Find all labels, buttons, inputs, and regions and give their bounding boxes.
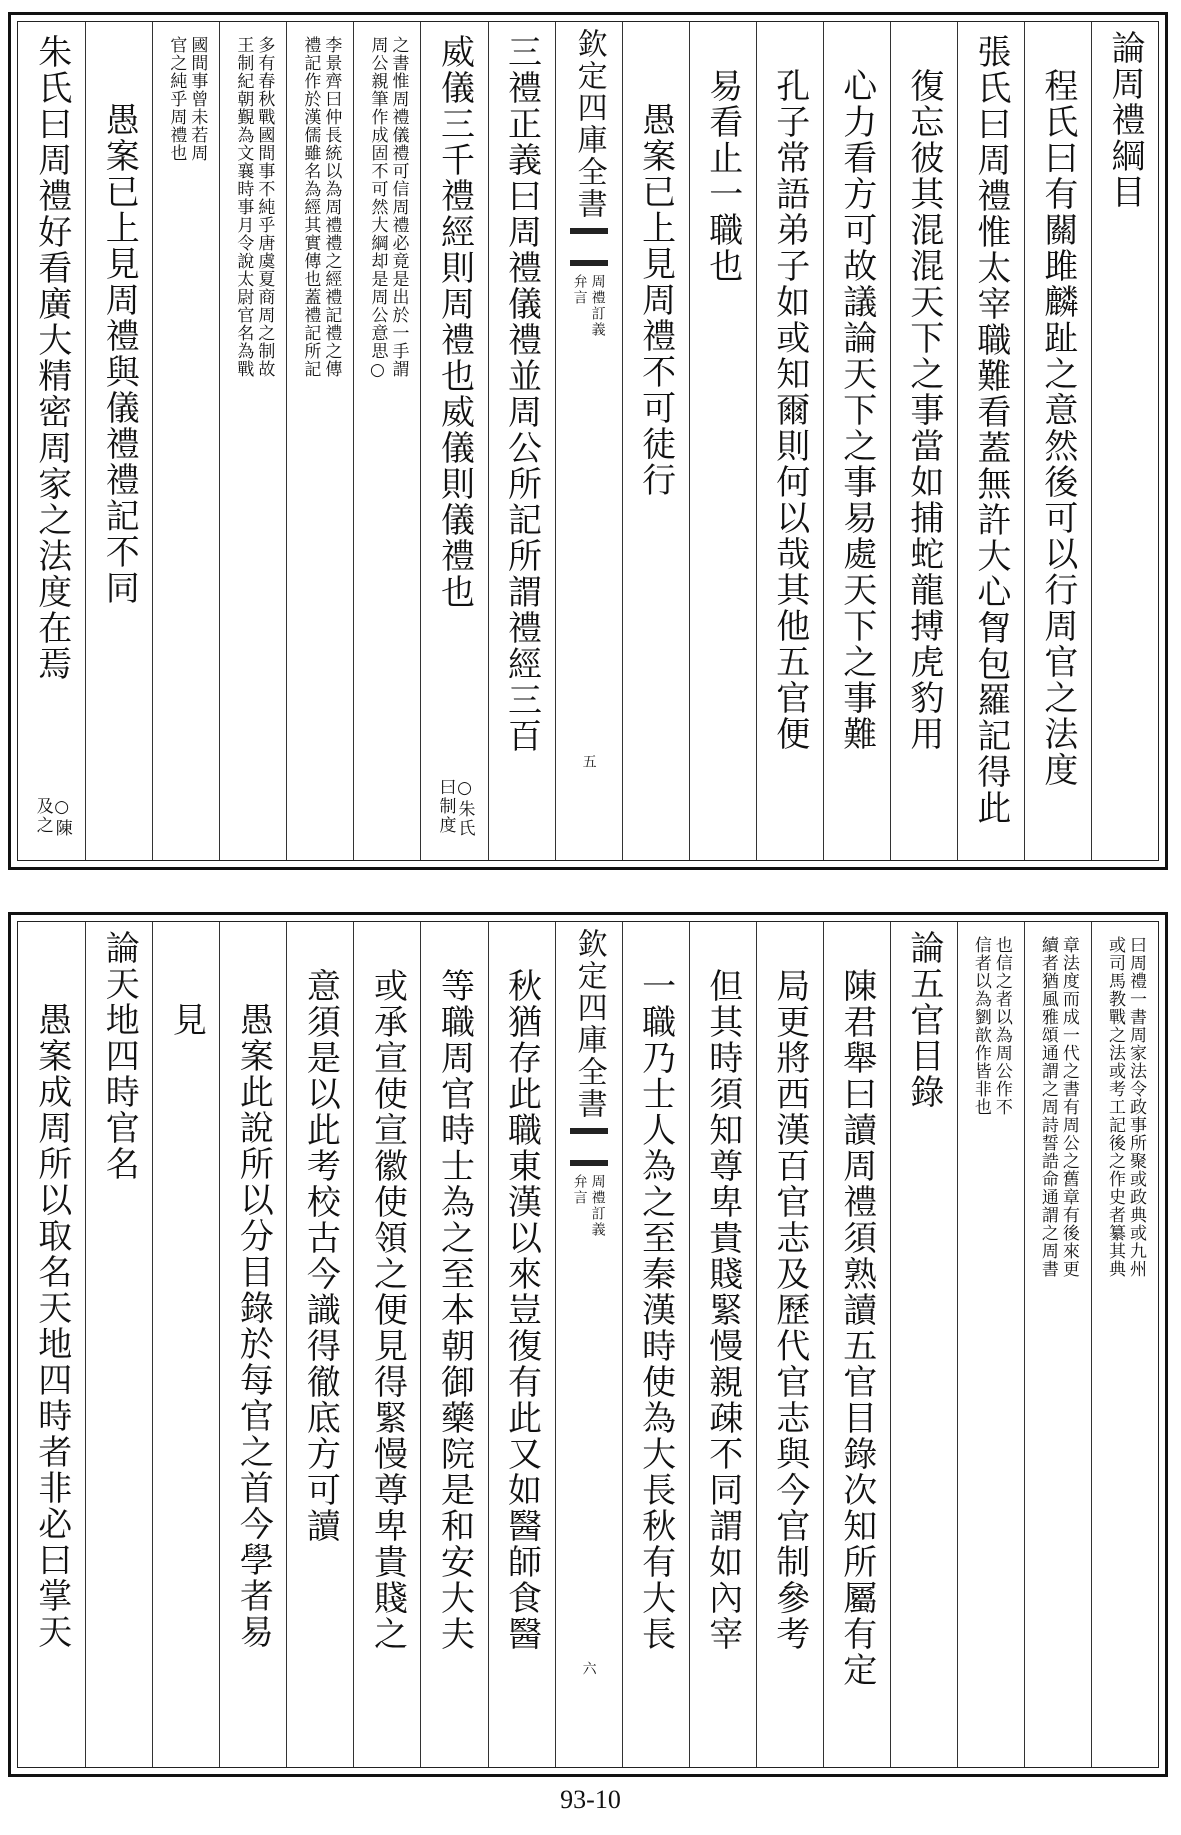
commentary-line: 多有春秋戰國間事不純乎唐虞夏商周之制故 [254, 36, 275, 378]
text-column [823, 22, 890, 860]
page-number: 93-10 [560, 1785, 621, 1814]
body-line: 威儀三千禮經則周禮也威儀則儀禮也 [434, 34, 475, 610]
text-column [420, 22, 487, 860]
text-column [420, 922, 487, 1767]
body-line: 愚案成周所以取名天地四時者非必曰掌天 [31, 1002, 72, 1650]
body-line: 或承宣使宣徽使領之便見得緊慢尊卑貴賤之 [367, 968, 408, 1652]
body-line: 等職周官時士為之至本朝御藥院是和安大夫 [434, 968, 475, 1652]
text-column [353, 922, 420, 1767]
body-line: 三禮正義曰周禮儀禮並周公所記所謂禮經三百 [501, 34, 542, 754]
text-column [890, 922, 957, 1767]
body-line: 張氏曰周禮惟太宰職難看蓋無許大心胷包羅記得此 [970, 34, 1011, 826]
inline-note: ○朱氏 [454, 778, 475, 838]
text-column [1024, 22, 1091, 860]
fish-tail-mark-icon [570, 1128, 608, 1166]
text-column [689, 922, 756, 1767]
body-line: 孔子常語弟子如或知爾則何以哉其他五官便 [769, 68, 810, 752]
text-column [286, 922, 353, 1767]
body-line: 復忘彼其混混天下之事當如捕蛇龍搏虎豹用 [903, 68, 944, 752]
commentary-line: 周公親筆作成固不可然大綱却是周公意思○ [367, 36, 388, 381]
commentary-line: 或司馬教戰之法或考工記後之作史者纂其典 [1104, 936, 1125, 1278]
text-column [488, 922, 555, 1767]
text-column [756, 922, 823, 1767]
text-column [1024, 922, 1091, 1767]
commentary-line: 章法度而成一代之書有周公之舊章有後來更 [1058, 936, 1079, 1278]
collection-title: 欽定四庫全書 [571, 28, 607, 220]
text-column [286, 22, 353, 860]
text-column [18, 922, 85, 1767]
top-page-columns [17, 21, 1159, 861]
commentary-line: 之書惟周禮儀禮可信周禮必竟是出於一手謂 [388, 36, 409, 378]
text-column [488, 22, 555, 860]
inline-note: 及之 [32, 797, 53, 835]
text-column [1091, 922, 1158, 1767]
text-column [152, 22, 219, 860]
book-title-label: 弁言 [571, 1174, 588, 1206]
leaf-number: 五 [580, 754, 597, 770]
book-title-label: 周禮訂義 [589, 1174, 606, 1238]
commentary-line: 國間事曾未若周 [187, 36, 208, 162]
text-column [1091, 22, 1158, 860]
commentary-line: 李景齊曰仲長統以為周禮禮之經禮記禮之傳 [321, 36, 342, 378]
text-column [689, 22, 756, 860]
body-line: 愚案已上見周禮與儀禮禮記不同 [99, 102, 140, 606]
body-line: 陳君舉曰讀周禮須熟讀五官目錄次知所屬有定 [836, 968, 877, 1688]
commentary-line: 曰周禮一書周家法令政事所聚或政典或九州 [1125, 936, 1146, 1278]
text-column [622, 22, 689, 860]
text-column [85, 22, 152, 860]
top-page [8, 12, 1168, 870]
text-column [957, 22, 1024, 860]
commentary-line: 信者以為劉歆作皆非也 [970, 936, 991, 1116]
book-title-label: 弁言 [571, 274, 588, 306]
body-line: 程氏曰有關雎麟趾之意然後可以行周官之法度 [1037, 68, 1078, 788]
center-fold-column [555, 22, 622, 860]
bottom-page [8, 912, 1168, 1777]
section-heading: 論五官目錄 [903, 930, 944, 1110]
text-column [219, 22, 286, 860]
book-title-label: 周禮訂義 [589, 274, 606, 338]
commentary-line: 禮記作於漢儒雖名為經其實傳也蓋禮記所記 [300, 36, 321, 378]
text-column [219, 922, 286, 1767]
fish-tail-mark-icon [570, 228, 608, 266]
body-line: 秋猶存此職東漢以來豈復有此又如醫師食醫 [501, 968, 542, 1652]
body-line: 但其時須知尊卑貴賤緊慢親疎不同謂如內宰 [702, 968, 743, 1652]
body-line: 朱氏曰周禮好看廣大精密周家之法度在焉 [31, 34, 72, 682]
text-column [957, 922, 1024, 1767]
body-line: 心力看方可故議論天下之事易處天下之事難 [836, 68, 877, 752]
commentary-line: 官之純乎周禮也 [166, 36, 187, 162]
bottom-page-columns [17, 921, 1159, 1768]
commentary-line: 續者猶風雅頌通謂之周詩誓誥命通謂之周書 [1037, 936, 1058, 1278]
body-line: 愚案此說所以分目錄於每官之首今學者易 [233, 1002, 274, 1650]
inline-note: ○陳 [51, 797, 72, 838]
text-column [85, 922, 152, 1767]
collection-title: 欽定四庫全書 [571, 928, 607, 1120]
inline-note: 曰制度 [435, 778, 456, 835]
text-column [622, 922, 689, 1767]
body-line: 易看止一職也 [702, 68, 743, 284]
center-fold-column [555, 922, 622, 1767]
leaf-number: 六 [580, 1661, 597, 1677]
text-column [823, 922, 890, 1767]
section-heading: 論天地四時官名 [99, 930, 140, 1182]
text-column [756, 22, 823, 860]
body-line: 一職乃士人為之至秦漢時使為大長秋有大長 [635, 968, 676, 1652]
text-column [353, 22, 420, 860]
commentary-line: 王制紀朝覲為文襄時事月令說太尉官名為戰 [233, 36, 254, 378]
text-column [890, 22, 957, 860]
text-column [18, 22, 85, 860]
body-line: 見 [166, 1002, 207, 1038]
body-line: 愚案已上見周禮不可徒行 [635, 102, 676, 498]
section-heading: 論周禮綱目 [1104, 30, 1145, 210]
text-column [152, 922, 219, 1767]
commentary-line: 也信之者以為周公作不 [991, 936, 1012, 1116]
body-line: 意須是以此考校古今識得徹底方可讀 [300, 968, 341, 1544]
body-line: 局更將西漢百官志及歷代官志與今官制參考 [769, 968, 810, 1652]
